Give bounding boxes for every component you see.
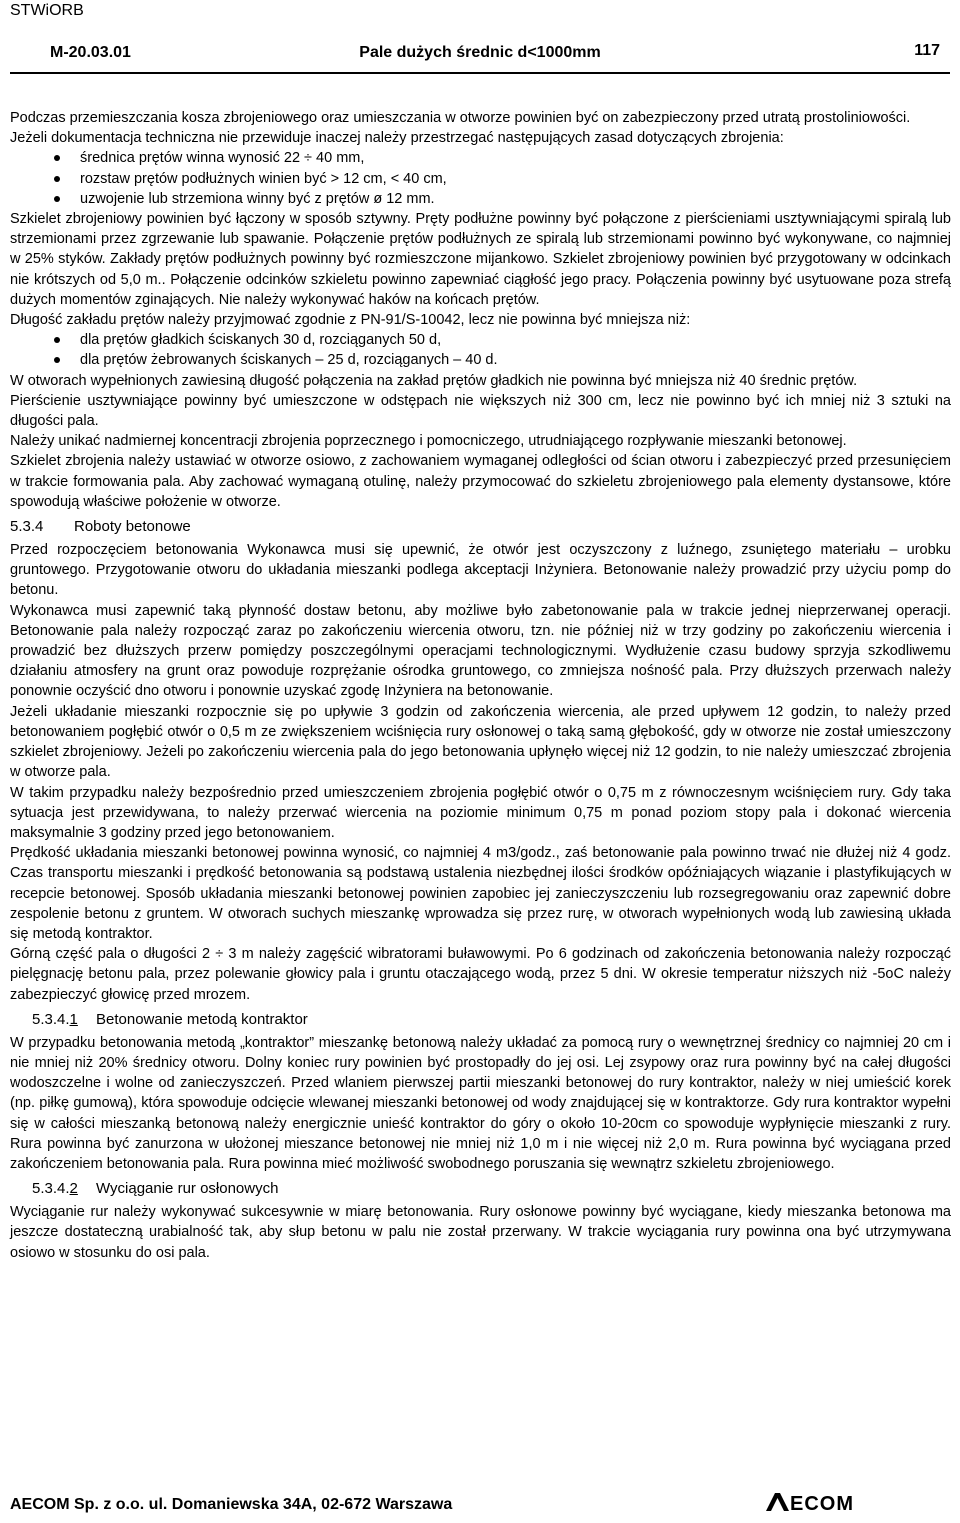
list-item: średnica prętów winna wynosić 22 ÷ 40 mm,: [10, 148, 951, 168]
paragraph: Pierścienie usztywniające powinny być umieszczone w odstępach nie większych niż 300 cm, lecz nie powinno być ich mniej niż 3 sztuki na długości pala.: [10, 392, 951, 430]
aecom-logo-icon: [766, 1491, 876, 1513]
bullet-icon: [54, 357, 60, 363]
section-heading-5-3-4-2: 5.3.4.2 Wyciąganie rur osłonowych: [32, 1180, 279, 1198]
section-heading-5-3-4-1: 5.3.4.1 Betonowanie metodą kontraktor: [32, 1010, 308, 1028]
company-address: AECOM Sp. z o.o. ul. Domaniewska 34A, 02-672 Warszawa: [10, 1496, 453, 1513]
paragraph: Podczas przemieszczania kosza zbrojeniowego oraz umieszczania w otworze powinien być on zabezpieczony przed utratą prostoliniowości.: [10, 110, 911, 126]
document-code: M-20.03.01: [50, 44, 131, 61]
paragraph: Szkielet zbrojeniowy powinien być łączony w sposób sztywny. Pręty podłużne powinny być połączone z pierścieniami usztywniającymi spiralą lub strzemionami przez zgrzewanie lub spawanie. Połączenie prętów podłużnych ze spiralą lub strzemionami powinno być wykonywane, co najmniej w 25% styków. Zakłady prętów podłużnych powinny być rozmieszczone mijankowo. Szkielet zbrojeniowy powinien być przygotowany w odcinkach nie krótszych od 5,0 m.. Połączenie odcinków szkieletu powinno zapewniać ciągłość jego pracy. Połączenia powinny być usytuowane poza strefą dużych momentów zginających. Nie należy wykonywać haków na końcach prętów.: [10, 211, 951, 308]
bullet-icon: [54, 196, 60, 202]
paragraph: Szkielet zbrojenia należy ustawiać w otworze osiowo, z zachowaniem wymaganej odległości od ścian otworu i zabezpieczyć przed przesunięciem w trakcie formowania pala. Aby zachować wymaganą otulinę, należy przymocować do szkieletu zbrojeniowego pala elementy dystansowe, które spowodują właściwe położenie w otworze.: [10, 453, 951, 510]
bullet-icon: [54, 155, 60, 161]
paragraph: W przypadku betonowania metodą „kontraktor” mieszankę betonową należy układać za pomocą rury o wewnętrznej średnicy co najmniej 20 cm i nie mniej niż 20% średnicy otworu. Dolny koniec rury powinien być prostopadły do jej osi. Lej zsypowy oraz rura powinny być na całej długości wodoszczelne i wolne od zanieczyszczeń. Przed wlaniem pierwszej partii mieszanki betonowej do rury kontraktor, należy w niej umieścić korek (np. piłkę gumową), która spowoduje odcięcie wlewanej mieszanki betonowej od wody znajdującej się w kontraktorze. Gdy rura kontraktor wypełni się w całości mieszanką betonową należy energicznie unieść kontraktor do góry o około 10-20cm co spowoduje wypłynięcie mieszanki z rury. Rura powinna być zanurzona w ułożonej mieszance betonowej nie mniej niż 1,0 m i nie więcej niż 2,0 m. Rura powinna być wyciągana przed zakończeniem betonowania pala. Rura powinna mieć możliwość swobodnego poruszania się wewnątrz szkieletu zbrojeniowego.: [10, 1034, 951, 1172]
bullet-icon: [54, 337, 60, 343]
bullet-icon: [54, 176, 60, 182]
page-header: [10, 38, 950, 74]
svg-text:ECOM: ECOM: [790, 1493, 854, 1513]
list-item: dla prętów gładkich ściskanych 30 d, rozciąganych 50 d,: [10, 330, 951, 350]
paragraph: Jeżeli układanie mieszanki rozpocznie się po upływie 3 godzin od zakończenia wiercenia, ale przed upływem 12 godzin, to należy przed betonowaniem pogłębić otwór o 0,5 m ze zwiększeniem wciśnięcia rury osłonowej o taką samą głębokość, gdy w otworze nie został umieszczony szkielet zbrojeniowy. Jeżeli po zakończeniu wiercenia pala do jego betonowania upłynęło więcej niż 12 godzin, to nie należy umieszczać zbrojenia w otworze pala.: [10, 703, 951, 781]
reinforcement-rules-list: [10, 148, 951, 209]
page-number: 117: [914, 42, 940, 59]
list-item: rozstaw prętów podłużnych winien być > 12 cm, < 40 cm,: [10, 169, 951, 189]
lap-length-list: [10, 330, 951, 370]
list-item: dla prętów żebrowanych ściskanych – 25 d, rozciąganych – 40 d.: [10, 350, 951, 370]
paragraph: Wyciąganie rur należy wykonywać sukcesywnie w miarę betonowania. Rury osłonowe powinny być wyciągane, kiedy mieszanka betonowa ma jeszcze dostateczną urabialność tak, aby słup betonu w palu nie został przerwany. W trakcie wyciągania rury powinna ona być utrzymywana osiowo w stosunku do osi pala.: [10, 1204, 951, 1261]
paragraph: W otworach wypełnionych zawiesiną długość połączenia na zakład prętów gładkich nie powinna być mniejsza niż 40 średnic prętów.: [10, 372, 858, 389]
list-item: uzwojenie lub strzemiona winny być z prętów ø 12 mm.: [10, 189, 951, 209]
paragraph: Jeżeli dokumentacja techniczna nie przewiduje inaczej należy przestrzegać następujących zasad dotyczących zbrojenia:: [10, 130, 784, 147]
paragraph: W takim przypadku należy bezpośrednio przed umieszczeniem zbrojenia pogłębić otwór o 0,75 m z równoczesnym wciśnięciem rury. Gdy taka sytuacja jest przewidywana, to należy przerwać wiercenia na poziomie minimum 0,75 m ponad poziom stopy pala i dokonać wiercenia maksymalnie 3 godziny przed jego betonowaniem.: [10, 784, 951, 841]
paragraph: Długość zakładu prętów należy przyjmować zgodnie z PN-91/S-10042, lecz nie powinna być mniejsza niż:: [10, 312, 691, 329]
document-body: [10, 108, 951, 1263]
aecom-logo: [766, 1491, 876, 1518]
paragraph: Przed rozpoczęciem betonowania Wykonawca musi się upewnić, że otwór jest oczyszczony z luźnego, zsuniętego materiału – urobku gruntowego. Przygotowanie otworu do układania mieszanki podlega akceptacji Inżyniera. Betonowanie należy prowadzić przy użyciu pomp do betonu.: [10, 542, 951, 599]
page-footer: [10, 1494, 950, 1520]
section-heading-5-3-4: 5.3.4 Roboty betonowe: [10, 518, 191, 536]
paragraph: Prędkość układania mieszanki betonowej powinna wynosić, co najmniej 4 m3/godz., zaś betonowanie pala powinno trwać nie dłużej niż 4 godz. Czas transportu mieszanki i prędkość betonowania są podstawą ustalenia niezbędnej ilości środków opóźniających wiązanie i plastyfikujących w recepcie betonowej. Sposób układania mieszanki betonowej powinien zapobiec jej zanieczyszczeniu lub rozsegregowaniu oraz zapewnić dobre zespolenie betonu z gruntem. W otworach suchych mieszankę wprowadza się przez rurę, w otworach wypełnionych wodą lub zawiesiną układa się metodą kontraktor.: [10, 845, 951, 942]
paragraph: Górną część pala o długości 2 ÷ 3 m należy zagęścić wibratorami buławowymi. Po 6 godzinach od zakończenia betonowania należy rozpocząć pielęgnację betonu pala, przez polewanie głowicy pala i gruntu otaczającego wodą, przez 5 dni. W okresie temperatur niższych niż -5oC należy zabezpieczyć głowicę przed mrozem.: [10, 946, 951, 1003]
organization-label: STWiORB: [10, 2, 84, 19]
paragraph: Wykonawca musi zapewnić taką płynność dostaw betonu, aby możliwe było zabetonowanie pala w trakcie jednej nieprzerwanej operacji. Betonowanie pala należy rozpocząć zaraz po zakończeniu wiercenia otworu, tzn. nie później niż w trzy godziny po zakończeniu wiercenia i prowadzić bez dłuższych przerw pomiędzy poszczególnymi operacjami technologicznymi. Wydłużenie czasu budowy sprzyja szkodliwemu działaniu atmosfery na grunt oraz powoduje rozprężanie ośrodka gruntowego, co zmniejsza nośność pala. Przy dłuższych przerwach należy ponownie oczyścić dno otworu i ponownie uzyskać zgodę Inżyniera na betonowanie.: [10, 602, 951, 700]
paragraph: Należy unikać nadmiernej koncentracji zbrojenia poprzecznego i pomocniczego, utrudniającego rozpływanie mieszanki betonowej.: [10, 433, 847, 450]
document-title: Pale dużych średnic d<1000mm: [359, 44, 601, 61]
